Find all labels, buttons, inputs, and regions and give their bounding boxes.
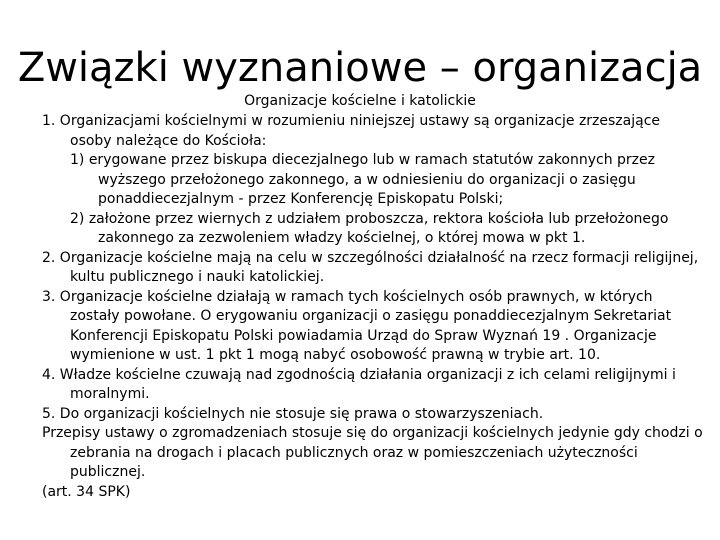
- paragraph-2: 2. Organizacje kościelne mają na celu w szczególności działalność na rzecz formacji religijnej, kultu publicznego i nauki katolickiej.: [42, 249, 699, 285]
- slide-body: [42, 112, 706, 502]
- subpoint-2: 2) założone przez wiernych z udziałem proboszcza, rektora kościoła lub przełożonego zakonnego za zezwoleniem władzy kościelnej, o której mowa w pkt 1.: [70, 210, 669, 246]
- citation: (art. 34 SPK): [42, 483, 131, 500]
- subpoint-1: 1) erygowane przez biskupa diecezjalnego lub w ramach statutów zakonnych przez wyższego przełożonego zakonnego, a w odniesieniu do organizacji o zasięgu ponaddiecezjalnym - przez Konferencję Episkopatu Polski;: [70, 152, 655, 207]
- subpoints: [42, 151, 706, 249]
- slide-subtitle: Organizacje kościelne i katolickie: [244, 93, 476, 109]
- paragraph-4: 4. Władze kościelne czuwają nad zgodnością działania organizacji z ich celami religijnymi i moralnymi.: [42, 366, 676, 402]
- slide-title: Związki wyznaniowe – organizacja: [17, 45, 703, 91]
- paragraph-5: 5. Do organizacji kościelnych nie stosuje się prawa o stowarzyszeniach.: [42, 405, 544, 422]
- paragraph-1: 1. Organizacjami kościelnymi w rozumieniu niniejszej ustawy są organizacje zrzeszające osoby należące do Kościoła:: [42, 113, 661, 149]
- paragraph-assembly-law: Przepisy ustawy o zgromadzeniach stosuje się do organizacji kościelnych jedynie gdy chodzi o zebrania na drogach i placach publicznych oraz w pomieszczeniach użyteczności publicznej.: [42, 425, 703, 480]
- paragraph-3: 3. Organizacje kościelne działają w ramach tych kościelnych osób prawnych, w których zostały powołane. O erygowaniu organizacji o zasięgu ponaddiecezjalnym Sekretariat Konferencji Episkopatu Polski powiadamia Urząd do Spraw Wyznań 19 . Organizacje wymienione w ust. 1 pkt 1 mogą nabyć osobowość prawną w trybie art. 10.: [42, 288, 672, 363]
